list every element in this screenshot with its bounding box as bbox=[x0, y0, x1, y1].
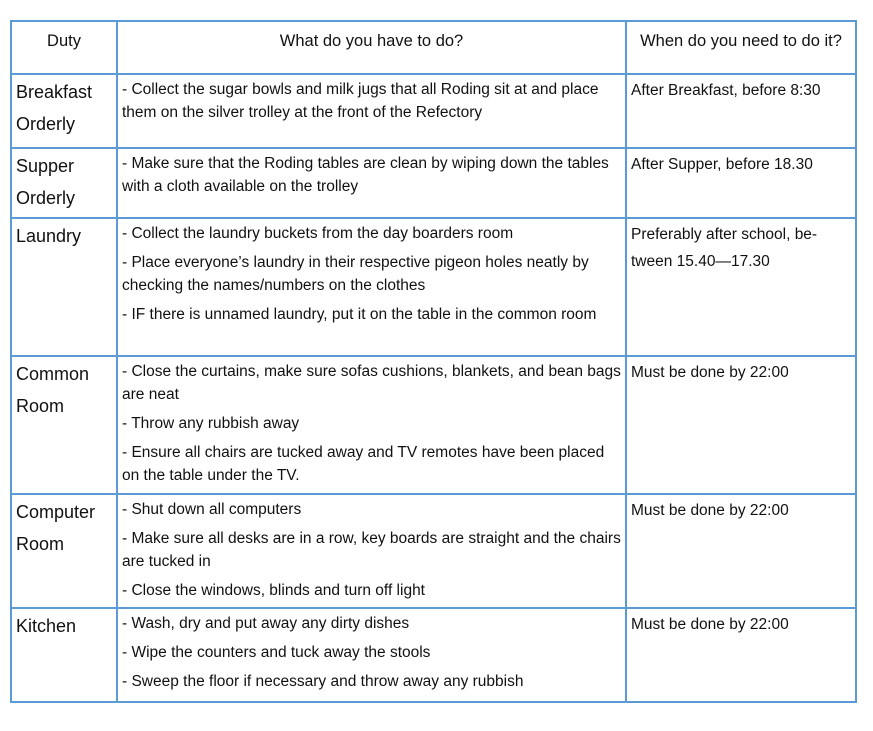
table-row bbox=[11, 74, 856, 148]
tasks-cell bbox=[117, 608, 626, 702]
task-item: - Place everyone’s laundry in their respective pigeon holes neatly by checking the names/numbers on the clothes bbox=[122, 254, 589, 294]
task-item: - Close the curtains, make sure sofas cushions, blankets, and bean bags are neat bbox=[122, 363, 621, 403]
table-row bbox=[11, 148, 856, 218]
tasks-cell bbox=[117, 494, 626, 608]
header-what: What do you have to do? bbox=[117, 21, 626, 74]
task-item: - Ensure all chairs are tucked away and TV remotes have been placed on the table under the TV. bbox=[122, 444, 605, 484]
tasks-cell bbox=[117, 218, 626, 356]
tasks-cell bbox=[117, 148, 626, 218]
header-when: When do you need to do it? bbox=[626, 21, 856, 74]
task-item: - Collect the laundry buckets from the day boarders room bbox=[122, 225, 514, 242]
task-item: - Make sure that the Roding tables are clean by wiping down the tables with a cloth available on the trolley bbox=[122, 155, 609, 195]
table-row bbox=[11, 218, 856, 356]
when-cell: Must be done by 22:00 bbox=[626, 494, 856, 608]
task-item: - Throw any rubbish away bbox=[122, 415, 300, 432]
duty-cell: Kitchen bbox=[11, 608, 117, 702]
duties-table bbox=[10, 20, 857, 703]
duty-cell: Laundry bbox=[11, 218, 117, 356]
table-row bbox=[11, 494, 856, 608]
task-item: - Collect the sugar bowls and milk jugs that all Roding sit at and place them on the silver trolley at the front of the Refectory bbox=[122, 81, 599, 121]
header-row bbox=[11, 21, 856, 74]
when-cell: After Supper, before 18.30 bbox=[626, 148, 856, 218]
duty-cell: Breakfast Orderly bbox=[11, 74, 117, 148]
when-cell: Preferably after school, be-tween 15.40—17.30 bbox=[626, 218, 856, 356]
task-item: - Close the windows, blinds and turn off light bbox=[122, 582, 425, 599]
header-duty: Duty bbox=[11, 21, 117, 74]
duty-cell: Computer Room bbox=[11, 494, 117, 608]
task-item: - Make sure all desks are in a row, key boards are straight and the chairs are tucked in bbox=[122, 530, 621, 570]
duty-cell: Common Room bbox=[11, 356, 117, 494]
task-item: - Wash, dry and put away any dirty dishes bbox=[122, 615, 410, 632]
when-cell: After Breakfast, before 8:30 bbox=[626, 74, 856, 148]
when-cell: Must be done by 22:00 bbox=[626, 608, 856, 702]
table-row bbox=[11, 356, 856, 494]
duty-cell: Supper Orderly bbox=[11, 148, 117, 218]
task-item: - Wipe the counters and tuck away the stools bbox=[122, 644, 431, 661]
when-cell: Must be done by 22:00 bbox=[626, 356, 856, 494]
table-row bbox=[11, 608, 856, 702]
task-item: - Sweep the floor if necessary and throw away any rubbish bbox=[122, 673, 524, 690]
task-item: - Shut down all computers bbox=[122, 501, 302, 518]
tasks-cell bbox=[117, 356, 626, 494]
tasks-cell bbox=[117, 74, 626, 148]
task-item: - IF there is unnamed laundry, put it on the table in the common room bbox=[122, 306, 597, 323]
